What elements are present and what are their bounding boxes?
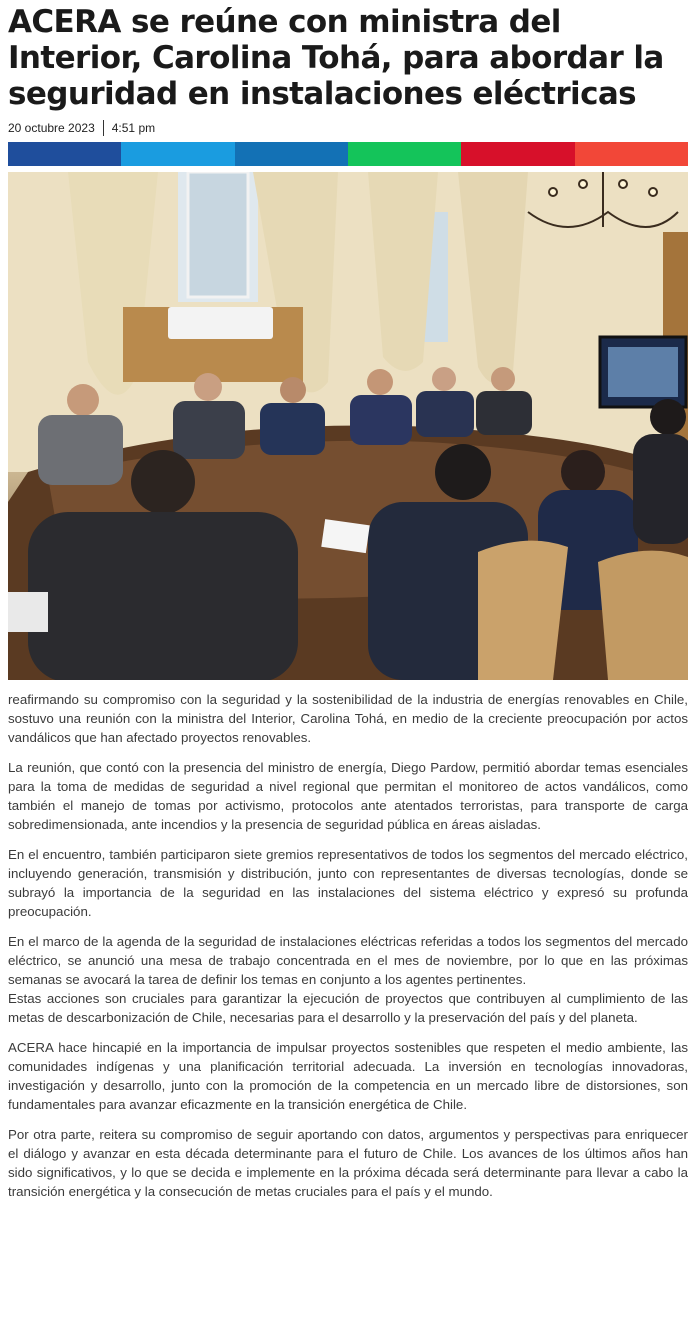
brand-color-stripe <box>8 142 688 166</box>
publish-date: 20 octubre 2023 <box>8 121 95 135</box>
paragraph: La reunión, que contó con la presencia del ministro de energía, Diego Pardow, permitió abordar temas esenciales para la toma de medidas de seguridad a nivel regional que permitan el monitoreo de actos vandálicos, como también el manejo de tomas por activismo, protocolos ante atentados terroristas, para transporte de carga sobredimensionada, ante incendios y la presencia de seguridad pública en áreas aisladas. <box>8 760 688 832</box>
article-photo <box>8 172 688 680</box>
stripe-segment-5 <box>461 142 574 166</box>
papers <box>8 592 48 632</box>
article <box>8 0 688 1212</box>
paragraph: En el encuentro, también participaron siete gremios representativos de todos los segmentos del mercado eléctrico, incluyendo generación, transmisión y distribución, junto con representantes de diversas tecnologías, donde se subrayó la importancia de la seguridad en las instalaciones del sistema eléctrico y expresó su profunda preocupación. <box>8 847 688 919</box>
chair <box>478 541 568 680</box>
video-call-image <box>608 347 678 397</box>
air-conditioner <box>168 307 273 339</box>
article-meta <box>8 120 688 136</box>
paragraph: En el marco de la agenda de la seguridad de instalaciones eléctricas referidas a todos los segmentos del mercado eléctrico, se anunció una mesa de trabajo concentrada en el mes de noviembre, por lo que en las próximas semanas se avocará la tarea de definir los temas en conjunto a los agentes pertinentes. <box>8 934 688 987</box>
window-left-pane <box>188 172 248 297</box>
stripe-segment-1 <box>8 142 121 166</box>
publish-time: 4:51 pm <box>111 121 156 135</box>
stripe-segment-2 <box>121 142 234 166</box>
paragraph: Estas acciones son cruciales para garantizar la ejecución de proyectos que contribuyen al cumplimiento de las metas de descarbonización de Chile, necesarias para el desarrollo y la preservación del país y del planeta. <box>8 991 688 1025</box>
chair <box>598 551 688 680</box>
stripe-segment-3 <box>235 142 348 166</box>
article-title: ACERA se reúne con ministra del Interior, Carolina Tohá, para abordar la seguridad en instalaciones eléctricas <box>8 4 664 112</box>
meeting-room-illustration <box>8 172 688 680</box>
meta-divider <box>103 120 104 136</box>
stripe-segment-6 <box>575 142 688 166</box>
paragraph: Por otra parte, reitera su compromiso de seguir aportando con datos, argumentos y perspectivas para enriquecer el diálogo y avanzar en esta década determinante para el futuro de Chile. Los avances de los últimos años han sido significativos, y lo que se decida e implemente en la próxima década será determinante para llevar a cabo la transición energética y la consecución de metas cruciales para el país y el mundo. <box>8 1127 688 1199</box>
paragraph: reafirmando su compromiso con la seguridad y la sostenibilidad de la industria de energías renovables en Chile, sostuvo una reunión con la ministra del Interior, Carolina Tohá, en medio de la creciente preocupación por actos vandálicos que han afectado proyectos renovables. <box>8 692 688 745</box>
stripe-segment-4 <box>348 142 461 166</box>
article-body <box>8 690 688 1201</box>
paragraph: ACERA hace hincapié en la importancia de impulsar proyectos sostenibles que respeten el medio ambiente, las comunidades indígenas y una planificación territorial adecuada. La inversión en tecnologías innovadoras, investigación y desarrollo, junto con la promoción de la competencia en un mercado libre de distorsiones, son fundamentales para avanzar eficazmente en la transición energética de Chile. <box>8 1040 688 1112</box>
